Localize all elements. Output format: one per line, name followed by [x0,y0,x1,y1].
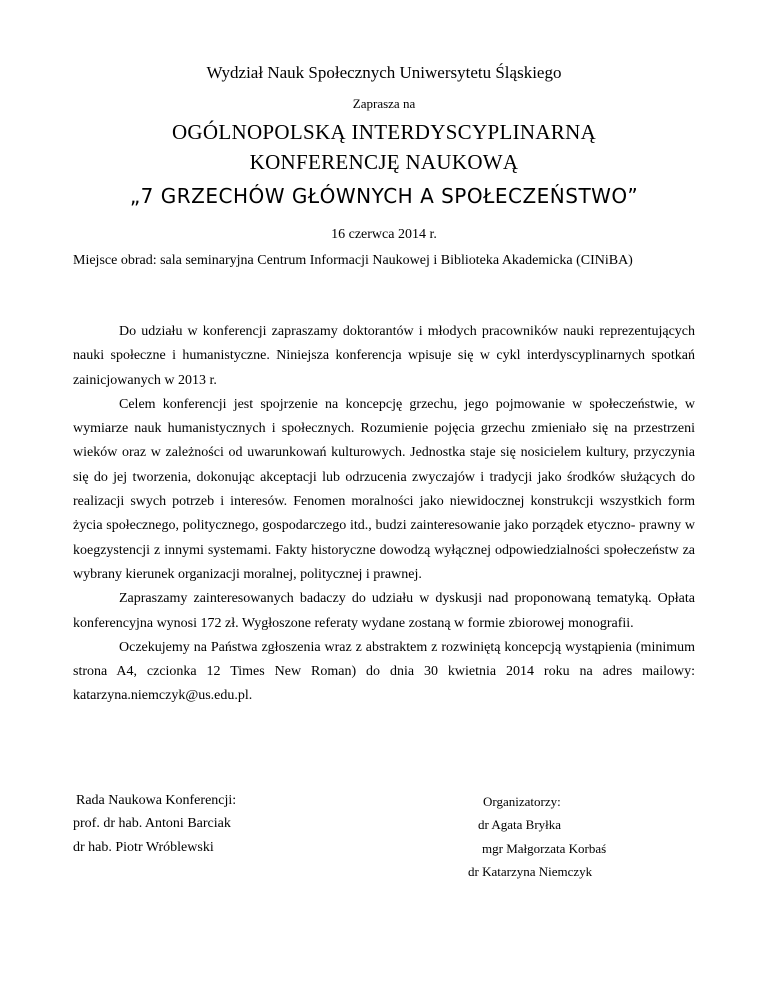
faculty-name: Wydział Nauk Społecznych Uniwersytetu Śląskiego [206,63,562,82]
council-member: prof. dr hab. Antoni Barciak [73,816,231,831]
title-line-1: OGÓLNOPOLSKĄ INTERDYSCYPLINARNĄ [171,120,597,144]
conference-date: 16 czerwca 2014 r. [331,227,437,242]
organizer-member: mgr Małgorzata Korbaś [482,841,607,856]
organizer-member: dr Katarzyna Niemczyk [468,864,593,879]
conference-name: „7 GRZECHÓW GŁÓWNYCH A SPOŁECZEŃSTWO” [129,184,639,208]
paragraph-submission: Oczekujemy na Państwa zgłoszenia wraz z abstraktem z rozwiniętą koncepcją wystąpienia (minimum strona A4, czcionka 12 Times New Roman) do dnia 30 kwietnia 2014 roku na adres mailowy: katarzyna.niemczyk@us.edu.pl. [73,639,695,704]
body-text [73,320,695,709]
paragraph-fee: Zapraszamy zainteresowanych badaczy do udziału w dyskusji nad proponowaną tematyką. Opłata konferencyjna wynosi 172 zł. Wygłoszone referaty wydane zostaną w formie zbiorowej monografii. [73,591,695,631]
venue-line: Miejsce obrad: sala seminaryjna Centrum Informacji Naukowej i Biblioteka Akademicka (CINiBA) [73,253,633,268]
council-member: dr hab. Piotr Wróblewski [73,840,214,855]
invites-line: Zaprasza na [352,96,416,111]
paragraph-invitation: Do udziału w konferencji zapraszamy doktorantów i młodych pracowników nauki reprezentujących nauki społeczne i humanistyczne. Niniejsza konferencja wpisuje się w cykl interdyscyplinarnych spotkań zainicjowanych w 2013 r. [73,324,695,388]
paragraph-aim: Celem konferencji jest spojrzenie na koncepcję grzechu, jego pojmowanie w społeczeństwie, w wymiarze nauk humanistycznych i społecznych. Rozumienie pojęcia grzechu zmieniało się na przestrzeni wieków oraz w zależności od uwarunkowań kulturowych. Jednostka staje się nosicielem kultury, przyczynia się do jej tworzenia, dokonując akceptacji lub odrzucenia zwyczajów i tradycji jako środków służących do realizacji swych potrzeb i interesów. Fenomen moralności jako niewidocznej konstrukcji wszystkich form życia społecznego, politycznego, gospodarczego itd., budzi zainteresowanie jako porządek etyczno- prawny w koegzystencji z innymi systemami. Fakty historyczne dowodzą wyłącznej odpowiedzialności społeczeństw za wybrany kierunek organizacji moralnej, politycznej i prawnej. [73,396,695,582]
title-line-2: KONFERENCJĘ NAUKOWĄ [249,150,519,174]
organizer-member: dr Agata Bryłka [478,817,562,832]
organizers-heading: Organizatorzy: [483,794,561,809]
council-heading: Rada Naukowa Konferencji: [76,793,237,808]
